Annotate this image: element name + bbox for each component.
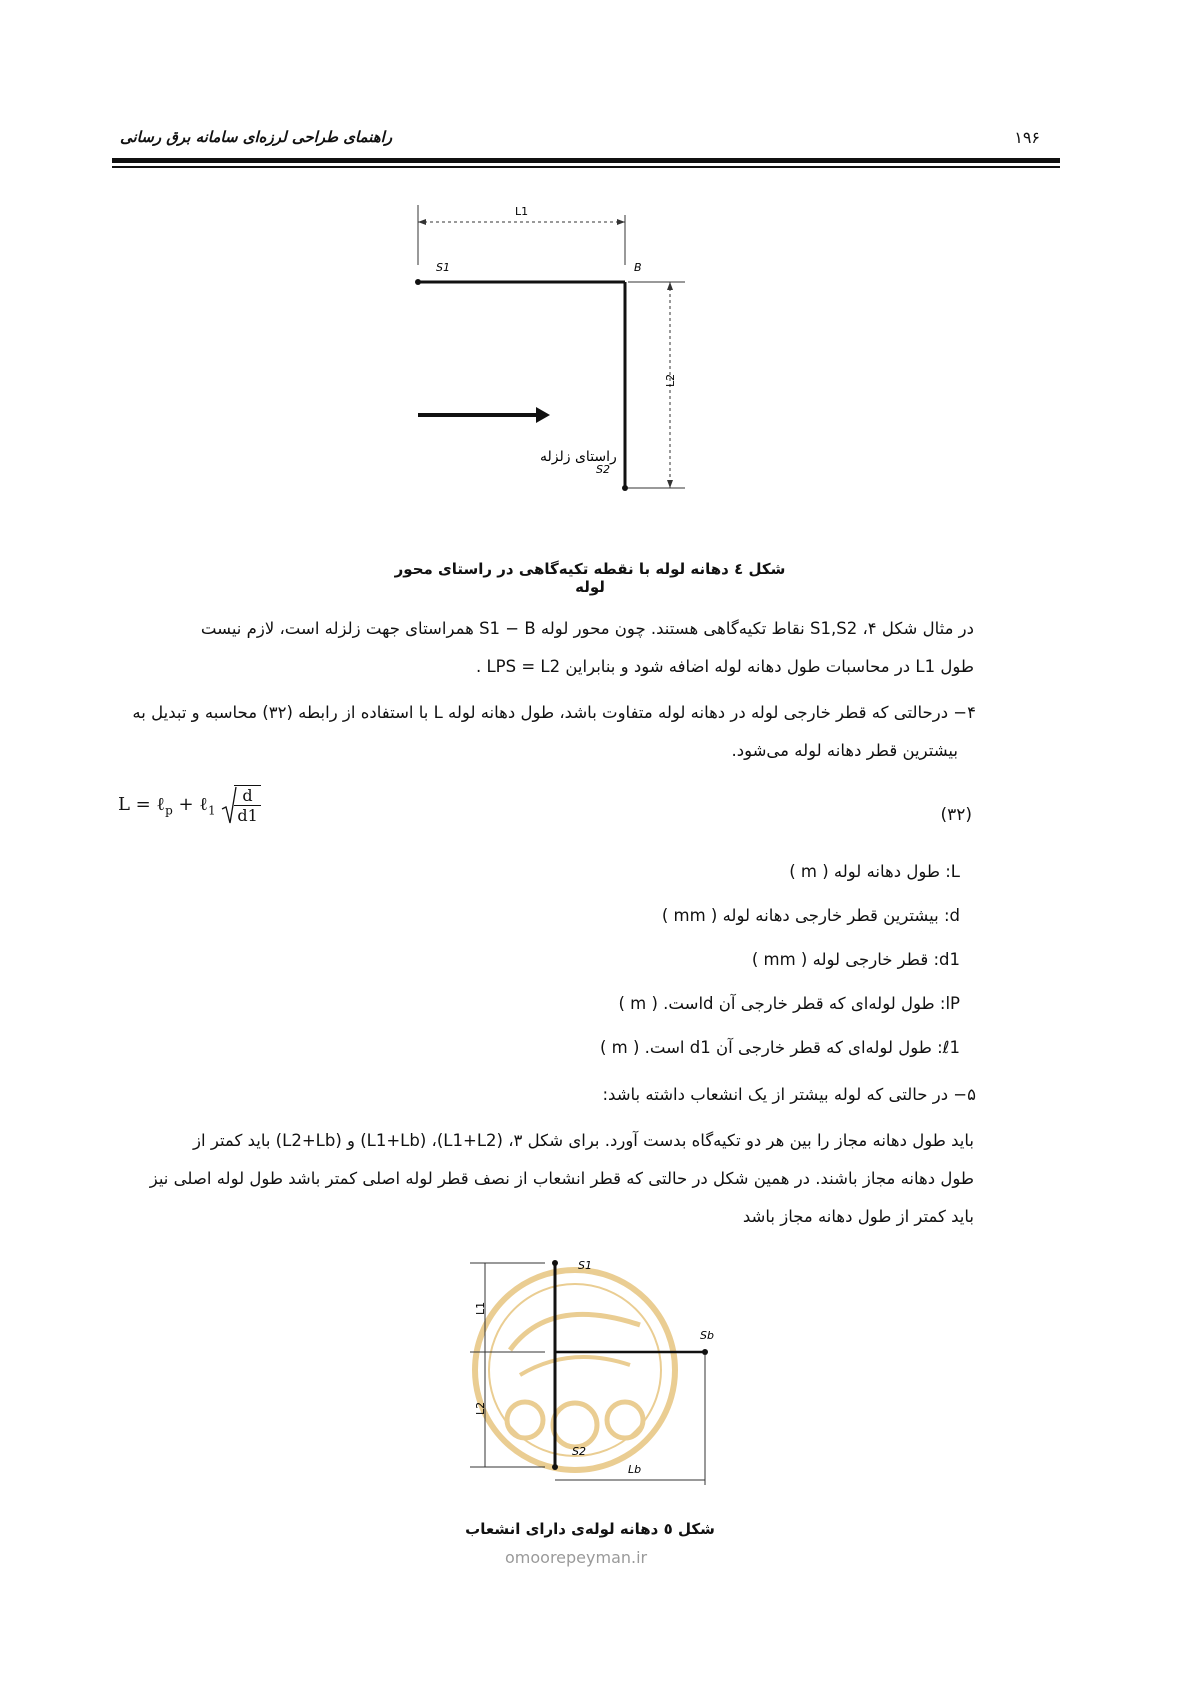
header-rule-thin: [112, 166, 1060, 168]
fig4-dim-arrow-left: [418, 219, 426, 225]
variable-d: d: بیشترین قطر خارجی دهانه لوله ( mm ): [661, 906, 960, 925]
fig5-label-l1: L1: [474, 1301, 487, 1315]
figure-4-diagram: [400, 205, 730, 535]
figure-5-diagram: [450, 1255, 750, 1505]
variable-L: L: طول دهانه لوله ( m ): [789, 862, 960, 881]
running-header-title: راهنمای طراحی لرزه‌ای سامانه برق رسانی: [120, 128, 393, 146]
fig4-dim-arrow-right: [617, 219, 625, 225]
formula-lhs: L = ℓ: [118, 794, 166, 815]
formula-numerator: d: [234, 786, 260, 806]
formula-number: (۳۲): [940, 805, 972, 825]
fig4-label-l1: L1: [515, 205, 529, 218]
list-item-5: ۵− در حالتی که لوله بیشتر از یک انشعاب داشته باشد:: [602, 1085, 976, 1104]
fig4-support-s2: [622, 485, 628, 491]
fig4-label-s1: S1: [436, 261, 450, 274]
fig4-label-b: B: [634, 261, 642, 274]
figure-5-caption: شکل ٥ دهانه لوله‌ی دارای انشعاب: [465, 1520, 715, 1538]
fig4-dim-arrow-top: [667, 282, 673, 290]
paragraph-1-line-2: طول L1 در محاسبات طول دهانه لوله اضافه شود و بنابراین LPS = L2 .: [475, 657, 974, 676]
paragraph-1-line-1: در مثال شکل ۴، S1,S2 نقاط تکیه‌گاهی هستند. چون محور لوله S1 − B همراستای جهت زلزله است، لازم نیست: [200, 619, 974, 638]
formula-fraction: [234, 785, 260, 825]
watermark-seal-logo: [475, 1270, 675, 1470]
variable-d1: d1: قطر خارجی لوله ( mm ): [751, 950, 960, 969]
formula-sub-p: p: [165, 803, 173, 818]
fig4-label-l2: L2: [664, 373, 677, 387]
formula-sub-1: 1: [207, 803, 216, 818]
header-rule-thick: [112, 158, 1060, 163]
fig5-support-s1: [552, 1260, 558, 1266]
paragraph-2-line-3: باید کمتر از طول دهانه مجاز باشد: [742, 1207, 974, 1226]
fig5-label-s1: S1: [578, 1259, 592, 1272]
fig4-support-s1: [415, 279, 421, 285]
fig4-label-s2: S2: [596, 463, 610, 476]
list-item-4-line-1: ۴− درحالتی که قطر خارجی لوله در دهانه لوله متفاوت باشد، طول دهانه لوله L با استفاده از رابطه (۳۲) محاسبه و تبدیل به: [132, 703, 976, 722]
fig5-label-sb: Sb: [700, 1329, 714, 1342]
fig4-earthquake-label: راستای زلزله: [540, 449, 617, 465]
paragraph-2: [112, 1122, 974, 1236]
fig4-dim-arrow-bottom: [667, 480, 673, 488]
formula-32: [118, 785, 261, 825]
watermark-url: omoorepeyman.ir: [505, 1548, 648, 1567]
fig5-support-s2: [552, 1464, 558, 1470]
fig5-label-lb: Lb: [628, 1463, 642, 1476]
formula-plus: + ℓ: [172, 794, 208, 815]
variable-lp: lP: طول لوله‌ای که قطر خارجی آن dاست. ( m ): [618, 994, 960, 1013]
paragraph-2-line-2: طول دهانه مجاز باشند. در همین شکل در حالتی که قطر انشعاب از نصف قطر لوله اصلی کمتر باشد طول لوله اصلی نیز: [149, 1169, 974, 1188]
formula-denominator: d1: [237, 806, 258, 825]
paragraph-2-line-1: باید طول دهانه مجاز را بین هر دو تکیه‌گاه بدست آورد. برای شکل ۳، (L1+L2)، (L1+Lb) و (L2+Lb) باید کمتر از: [193, 1131, 974, 1150]
fig5-label-l2: L2: [474, 1401, 487, 1415]
fig5-label-s2: S2: [572, 1445, 586, 1458]
list-item-4-line-2: بیشترین قطر دهانه لوله می‌شود.: [731, 741, 958, 760]
list-item-4: [96, 694, 976, 770]
fig5-support-sb: [702, 1349, 708, 1355]
page-number: ۱۹۶: [1014, 128, 1040, 147]
figure-4-caption: شکل ٤ دهانه لوله با نقطه تکیه‌گاهی در راستای محور لوله: [394, 560, 786, 596]
variable-l1: ℓ1: طول لوله‌ای که قطر خارجی آن d1 است. ( m ): [599, 1038, 960, 1057]
fig4-earthquake-arrow-head: [536, 407, 550, 423]
paragraph-1: [112, 610, 974, 686]
